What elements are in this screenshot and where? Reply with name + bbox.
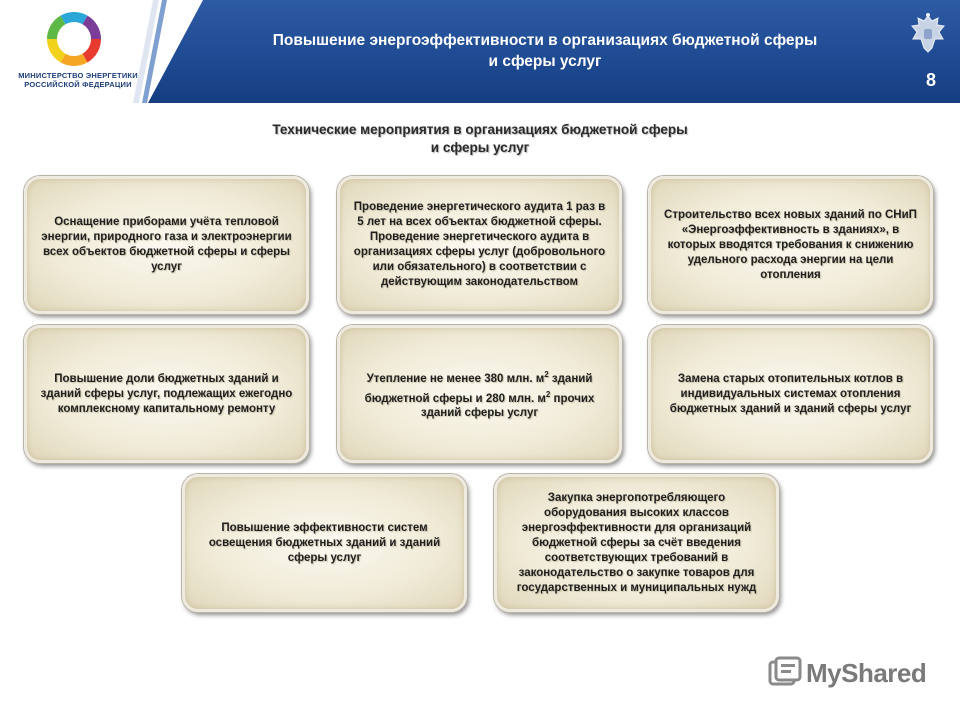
measure-card-text: Повышение эффективности систем освещения бюджетных зданий и зданий сферы услуг [208,521,441,564]
page-title-line1: Повышение энергоэффективности в организациях бюджетной сферы [272,32,818,49]
insulation-text-c: прочих зданий сферы услуг [420,392,595,420]
ministry-name [8,71,148,89]
section-subtitle-line1: Технические мероприятия в организациях бюджетной сферы [272,122,688,137]
ministry-logo-area [0,0,150,103]
ministry-logo-icon [43,8,105,70]
page-title [205,30,885,72]
measure-card-text-line2: Проведение энергетического аудита в организациях сферы услуг (добровольного или обязательного) в соответствии с действующим законодательством [353,231,606,288]
insulation-text-a: Утепление не менее 380 млн. м [366,372,545,385]
section-subtitle [190,121,770,157]
page-title-line2: и сферы услуг [488,53,602,70]
measure-card-text [350,367,609,422]
watermark-text: MyShared [806,658,927,688]
measure-card-text: Повышение доли бюджетных зданий и зданий сферы услуг, подлежащих ежегодно комплексному капитальному ремонту [40,372,293,415]
measure-card-capital-repair [24,325,309,463]
superscript-2: 2 [544,369,549,379]
measure-card-text: Строительство всех новых зданий по СНиП «Энергоэффективность в зданиях», в которых вводятся требования к снижению удельного расхода энергии на цели отопления [664,208,917,281]
coat-of-arms-icon [908,12,948,56]
measure-card-text: Закупка энергопотребляющего оборудования высоких классов энергоэффективности для организаций бюджетной сферы за счёт введения соответствующих требований в законодательство о закупке товаров для государственных и муниципальных нужд [516,491,757,594]
ministry-line2: РОССИЙСКОЙ ФЕДЕРАЦИИ [24,80,132,89]
superscript-2: 2 [545,389,551,399]
myshared-logo-icon [766,656,802,692]
measure-card-boiler-replacement [648,325,933,463]
measure-card-text: Оснащение приборами учёта тепловой энергии, природного газа и электроэнергии всех объектов бюджетной сферы и сферы услуг [41,216,292,273]
measure-card-lighting [182,474,467,612]
measure-card-text-line1: Проведение энергетического аудита 1 раз в 5 лет на всех объектах бюджетной сферы. [353,201,606,228]
measure-card-metering [24,176,309,314]
measure-card-energy-audit [337,176,622,314]
insulation-text-b: зданий бюджетной сферы и 280 млн. м [364,372,593,405]
measure-card-insulation [337,325,622,463]
page-number: 8 [925,70,936,90]
section-subtitle-line2: и сферы услуг [430,140,530,155]
header [0,0,960,103]
measure-card-text [350,200,609,290]
ministry-line1: МИНИСТЕРСТВО ЭНЕРГЕТИКИ [18,71,138,80]
measure-card-procurement [494,474,779,612]
measure-card-new-buildings [648,176,933,314]
measure-card-text: Замена старых отопительных котлов в индивидуальных системах отопления бюджетных зданий и зданий сферы услуг [669,372,912,415]
